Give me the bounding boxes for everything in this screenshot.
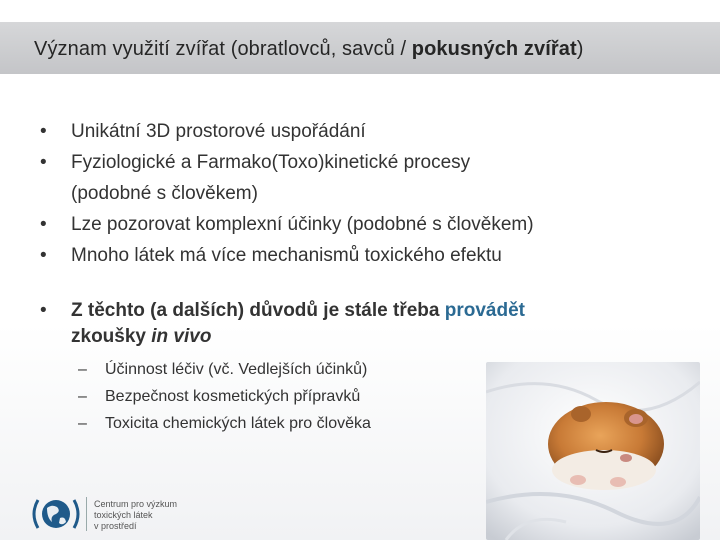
logo-text — [94, 499, 177, 532]
title-text: Význam využití zvířat (obratlovců, savců / — [34, 38, 412, 60]
bullet-item — [40, 209, 680, 240]
title-end: ) — [576, 38, 584, 60]
bullet-item — [40, 116, 680, 147]
bullet-text: Unikátní 3D prostorové uspořádání — [71, 121, 366, 142]
main-bullet-list — [40, 298, 680, 350]
sub-bullet-item: – Bezpečnost kosmetických přípravků — [78, 383, 371, 410]
hamster-illustration — [486, 362, 700, 540]
slide-title — [34, 38, 584, 61]
logo-line: toxických látek — [94, 510, 153, 520]
globe-logo-icon — [30, 494, 82, 534]
bullet-list — [40, 116, 680, 271]
main-bullet-text: Z těchto (a dalších) důvodů je stále třeba — [71, 300, 445, 321]
title-bold: pokusných zvířat — [411, 38, 577, 60]
sub-bullet-list — [78, 356, 371, 437]
hamster-photo — [486, 362, 700, 540]
logo-line: v prostředí — [94, 521, 137, 531]
main-bullet-text-2: zkoušky — [71, 326, 152, 347]
logo-line: Centrum pro výzkum — [94, 499, 178, 509]
logo-divider — [86, 497, 87, 531]
bullet-item — [40, 240, 680, 271]
bullet-text: Lze pozorovat komplexní účinky (podobné s člověkem) — [71, 214, 534, 235]
main-bullet-accent: provádět — [444, 300, 525, 321]
main-bullet — [40, 298, 680, 350]
bullet-continuation: (podobné s člověkem) — [71, 183, 258, 204]
bullet-text: Fyziologické a Farmako(Toxo)kinetické procesy — [71, 152, 471, 173]
bullet-text: Mnoho látek má více mechanismů toxického efektu — [71, 245, 502, 266]
sub-bullet-item: – Toxicita chemických látek pro člověka — [78, 410, 371, 437]
main-bullet-italic: in vivo — [151, 326, 212, 347]
sub-bullet-item: – Účinnost léčiv (vč. Vedlejších účinků) — [78, 356, 371, 383]
bullet-item — [40, 147, 680, 209]
